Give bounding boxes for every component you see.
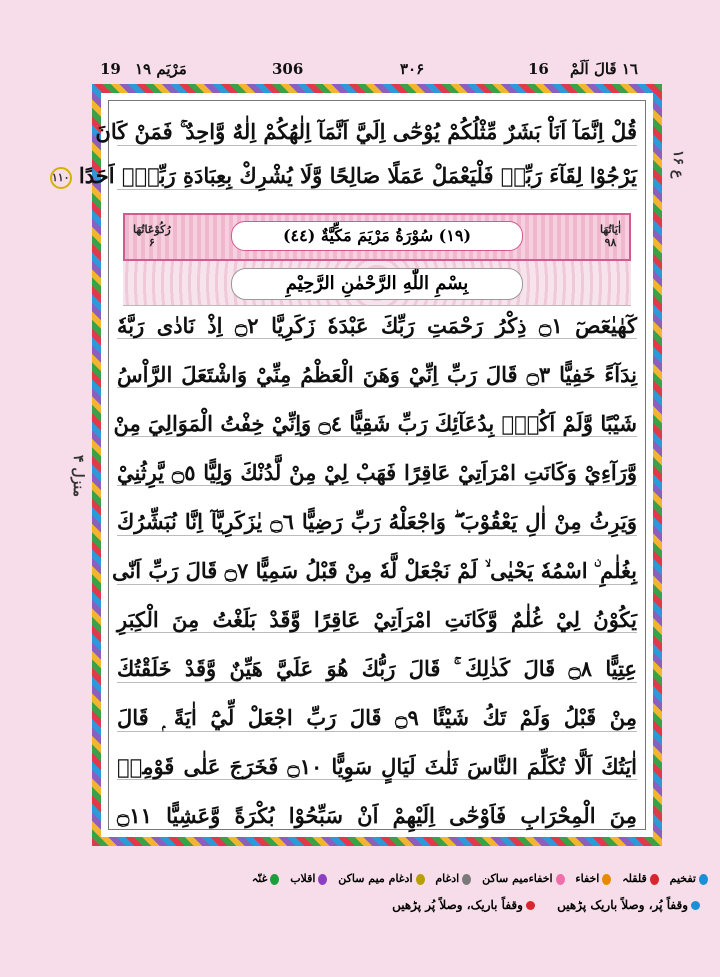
legend-dot-icon <box>462 874 471 885</box>
legend-item-qalqala: قلقلہ <box>622 872 659 885</box>
surah-header-band <box>123 213 631 261</box>
quran-line-2-text: يَرْجُوْا لِقَآءَ رَبِّهٖ فَلْيَعْمَلْ عَمَلًا صَالِحًا وَّلَا يُشْرِكْ بِعِبَادَةِ رَبِّهٖٓ اَحَدًا <box>78 163 637 188</box>
legend-dot-icon <box>318 874 327 885</box>
legend-item-idgham: ادغام <box>435 872 471 885</box>
bismillah-band <box>123 261 631 306</box>
quran-line-9: يَكُوْنُ لِيْ غُلٰمٌ وَّكَانَتِ امْرَاَتِيْ عَاقِرًا وَّقَدْ بَلَغْتُ مِنَ الْكِبَرِ <box>117 607 637 632</box>
surah-name: ۱۹ مَرْیَم <box>135 60 187 78</box>
ayat-count <box>600 223 621 249</box>
ayat-count-number: ۹۸ <box>604 236 617 249</box>
legend-dot-icon <box>526 901 535 910</box>
quran-line-10: عِتِيًّا ۝٨ قَالَ كَذٰلِكَ ۚ قَالَ رَبُّكَ هُوَ عَلَيَّ هَيِّنٌ وَّقَدْ خَلَقْتُكَ <box>117 656 637 681</box>
legend-dot-icon <box>650 874 659 885</box>
ruku-count-label: رُكُوْعَاتُهَا <box>133 223 171 236</box>
tajweed-legend <box>108 872 708 885</box>
legend-item-ikhfa: اخفاء <box>575 872 611 885</box>
surah-title: (١٩) سُوْرَةُ مَرْيَمَ مَكِّيَّةٌ (٤٤) <box>231 221 523 251</box>
legend-dot-icon <box>602 874 611 885</box>
ruku-marker: ع ۱۶ <box>670 150 686 179</box>
juz-name: ١٦ قَالَ اَلَمْ <box>570 60 638 78</box>
page-number: 306 <box>272 60 304 78</box>
quran-line-6: وَّرَآءِيْ وَكَانَتِ امْرَاَتِيْ عَاقِرًا فَهَبْ لِيْ مِنْ لَّدُنْكَ وَلِيًّا ۝٥ يَّرِثُنِيْ <box>117 460 637 485</box>
quran-line-12: اٰيَتُكَ اَلَّا تُكَلِّمَ النَّاسَ ثَلٰثَ لَيَالٍ سَوِيًّا ۝١٠ فَخَرَجَ عَلٰى قَوْمِهٖ <box>117 754 637 779</box>
legend-dot-icon <box>699 874 708 885</box>
page-number-arabic: ۳۰۶ <box>400 60 425 78</box>
surah-number: 19 <box>100 60 121 78</box>
quran-line-2 <box>51 163 637 190</box>
quran-line-3: كٓهٰيٰعٓصٓ ۝١ ذِكْرُ رَحْمَتِ رَبِّكَ عَبْدَهٗ زَكَرِيَّا ۝٢ اِذْ نَادٰى رَبَّهٗ <box>117 313 638 338</box>
quran-line-13: مِنَ الْمِحْرَابِ فَاَوْحٰٓى اِلَيْهِمْ اَنْ سَبِّحُوْا بُكْرَةً وَّعَشِيًّا ۝١١ <box>117 803 637 828</box>
quran-line-1: قُلْ اِنَّمَآ اَنَاْ بَشَرٌ مِّثْلُكُمْ يُوْحٰٓى اِلَيَّ اَنَّمَآ اِلٰهُكُمْ اِلٰهٌ وَّاحِدٌ ۚ فَمَنْ كَانَ <box>95 119 637 144</box>
manzil-marker: منزل ۴ <box>70 455 86 498</box>
waqf-legend <box>280 898 700 912</box>
legend-item-ghunna: غنّہ <box>252 872 280 885</box>
legend-dot-icon <box>691 901 700 910</box>
page-header <box>0 58 720 84</box>
legend-dot-icon <box>416 874 425 885</box>
legend-item-idgham-meem: ادغام میم ساکن <box>338 872 424 885</box>
legend-dot-icon <box>270 874 279 885</box>
quran-line-7: وَيَرِثُ مِنْ اٰلِ يَعْقُوْبَ ۖ وَاجْعَلْهُ رَبِّ رَضِيًّا ۝٦ يٰزَكَرِيَّآ اِنَّا نُبَشِّرُكَ <box>117 509 637 534</box>
ruku-count-number: ۶ <box>148 236 155 249</box>
quran-line-11: مِنْ قَبْلُ وَلَمْ تَكُ شَيْئًا ۝٩ قَالَ رَبِّ اجْعَلْ لِّيْٓ اٰيَةً ۭ قَالَ <box>117 705 638 730</box>
quran-line-4: نِدَآءً خَفِيًّا ۝٣ قَالَ رَبِّ اِنِّيْ وَهَنَ الْعَظْمُ مِنِّيْ وَاشْتَعَلَ الرَّاْسُ <box>117 362 637 387</box>
bismillah: بِسْمِ اللّٰهِ الرَّحْمٰنِ الرَّحِيْمِ <box>231 268 523 300</box>
waqf-item-2: وقفاً باریک، وصلاً پُر پڑھیں <box>392 898 535 912</box>
legend-item-iqlab: اقلاب <box>290 872 327 885</box>
juz-number: 16 <box>528 60 549 78</box>
legend-item-ikhfa-meem: اخفاءمیم ساکن <box>482 872 565 885</box>
ruku-count <box>133 223 171 249</box>
ayat-count-label: اٰيَاتُهَا <box>600 223 621 236</box>
legend-dot-icon <box>556 874 565 885</box>
legend-item-tafkheem: تفخیم <box>670 872 708 885</box>
waqf-item-1: وقفاً پُر، وصلاً باریک پڑھیں <box>557 898 700 912</box>
ayah-marker-110: ۱۱۰ <box>50 167 72 189</box>
quran-line-5: شَيْبًا وَّلَمْ اَكُنْۢ بِدُعَآئِكَ رَبِّ شَقِيًّا ۝٤ وَاِنِّيْ خِفْتُ الْمَوَالِيَ مِنْ <box>113 411 637 436</box>
quran-line-8: بِغُلٰمِ ۨ اسْمُهٗ يَحْيٰى ۙ لَمْ نَجْعَلْ لَّهٗ مِنْ قَبْلُ سَمِيًّا ۝٧ قَالَ رَبِّ اَنّٰى <box>111 558 637 583</box>
